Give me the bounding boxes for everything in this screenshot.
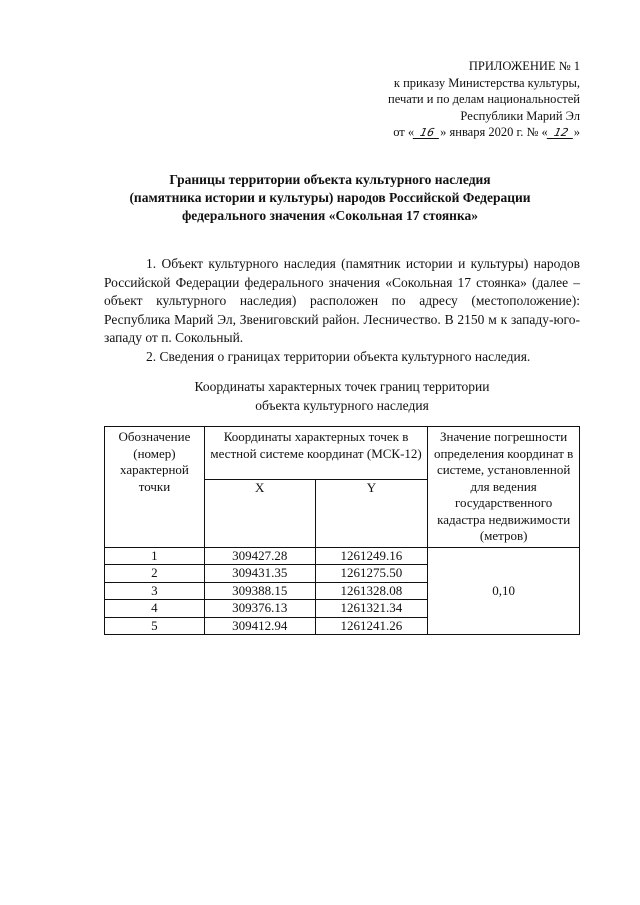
point-number: 3: [105, 582, 205, 600]
paragraph-1: 1. Объект культурного наследия (памятник истории и культуры) народов Российской Федерации федерального значения «Сокольная 17 стоянка» (далее – объект культурного наследия) расположен по адресу (местоположение): Республика Марий Эл, Звениговский район. Лесничество. В 2150 м к западу-юго-западу от п. Сокольный.: [104, 256, 580, 345]
appendix-line-1: к приказу Министерства культуры,: [393, 75, 580, 90]
date-suffix: »: [573, 125, 580, 139]
title-line-1: Границы территории объекта культурного наследия: [169, 172, 491, 187]
appendix-header: [360, 58, 580, 141]
date-middle: » января 2020 г. № «: [440, 125, 548, 139]
header-y: Y: [315, 480, 428, 548]
handwritten-day: 16: [413, 127, 442, 139]
point-number: 4: [105, 600, 205, 618]
point-number: 1: [105, 547, 205, 565]
date-prefix: от «: [393, 125, 415, 139]
appendix-date-line: [360, 124, 580, 141]
coord-x: 309427.28: [204, 547, 315, 565]
header-x: X: [204, 480, 315, 548]
appendix-line-2: печати и по делам национальностей: [388, 92, 580, 106]
appendix-title: ПРИЛОЖЕНИЕ № 1: [468, 59, 580, 73]
table-caption: [104, 378, 580, 415]
appendix-line-3: Республики Марий Эл: [460, 108, 580, 123]
document-title: [90, 171, 570, 225]
coord-y: 1261328.08: [315, 582, 428, 600]
coord-y: 1261241.26: [315, 617, 428, 635]
coord-x: 309388.15: [204, 582, 315, 600]
caption-line-1: Координаты характерных точек границ территории: [194, 379, 490, 394]
header-error: Значение погрешности определения координат в системе, установленной для ведения государственного кадастра недвижимости (метров): [428, 427, 580, 548]
table-header-row: [105, 427, 580, 480]
point-number: 5: [105, 617, 205, 635]
coordinates-table: [104, 426, 580, 635]
table-row: [105, 547, 580, 565]
error-value: 0,10: [428, 547, 580, 635]
coord-x: 309376.13: [204, 600, 315, 618]
title-line-3: федерального значения «Сокольная 17 стоянка»: [181, 208, 479, 223]
header-coordinates: Координаты характерных точек в местной системе координат (МСК-12): [204, 427, 427, 480]
handwritten-order-number: 12: [546, 127, 575, 139]
coord-y: 1261321.34: [315, 600, 428, 618]
coord-y: 1261275.50: [315, 565, 428, 583]
coord-y: 1261249.16: [315, 547, 428, 565]
paragraph-2: 2. Сведения о границах территории объекта культурного наследия.: [146, 348, 531, 364]
caption-line-2: объекта культурного наследия: [255, 397, 429, 413]
body-text: [104, 255, 580, 366]
coord-x: 309431.35: [204, 565, 315, 583]
coord-x: 309412.94: [204, 617, 315, 635]
point-number: 2: [105, 565, 205, 583]
header-point: Обозначение (номер) характерной точки: [105, 427, 205, 548]
title-line-2: (памятника истории и культуры) народов Российской Федерации: [129, 190, 531, 205]
